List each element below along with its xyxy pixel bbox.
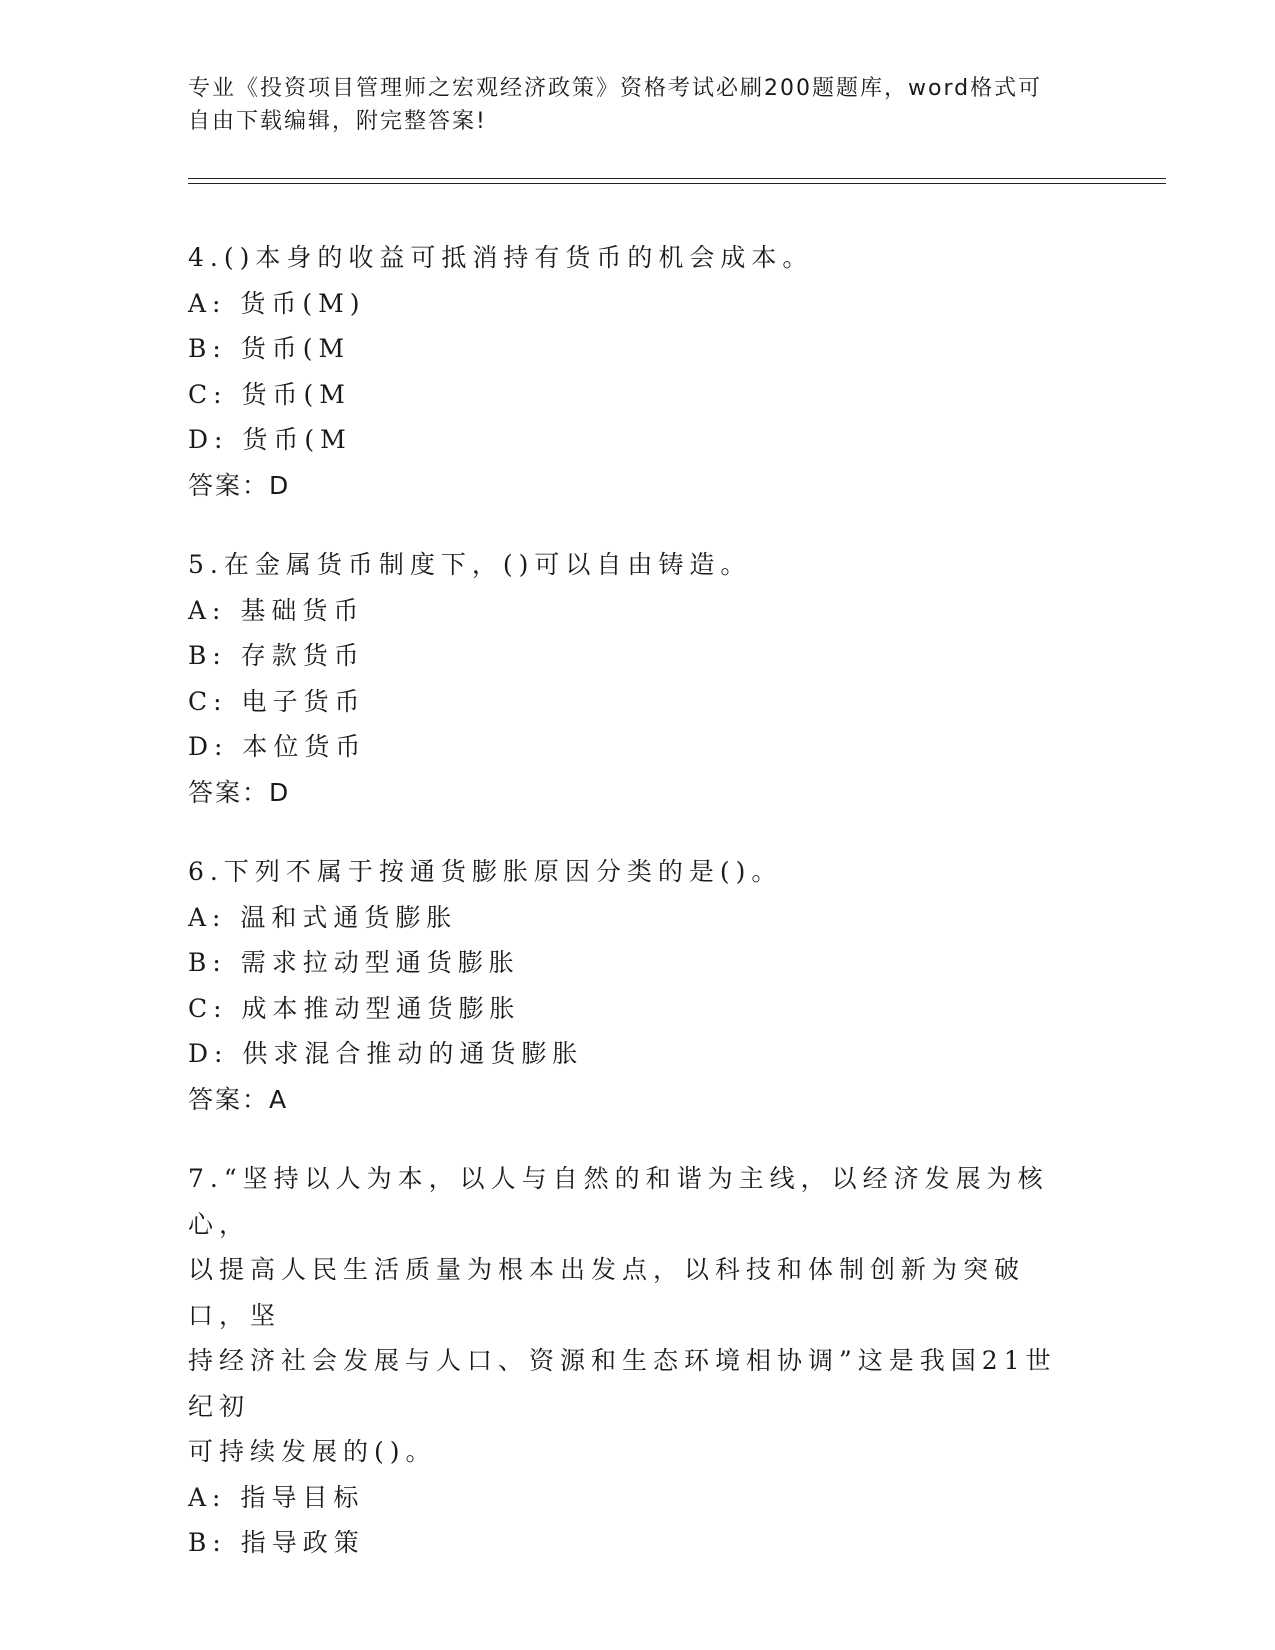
question-stem: 5.在金属货币制度下，()可以自由铸造。 — [188, 550, 752, 579]
option-c: C: 货币(M — [188, 379, 351, 409]
question-stem-line-4: 可持续发展的()。 — [188, 1437, 437, 1466]
question-7 — [188, 1156, 1088, 1566]
option-d: D: 供求混合推动的通货膨胀 — [188, 1039, 584, 1068]
question-stem: 4.()本身的收益可抵消持有货币的机会成本。 — [188, 243, 814, 272]
option-d: D: 货币(M — [188, 425, 352, 454]
question-stem-line-2: 以提高人民生活质量为根本出发点，以科技和体制创新为突破口，坚 — [188, 1255, 1026, 1330]
option-c: C: 电子货币 — [188, 686, 366, 716]
option-a: A: 基础货币 — [188, 595, 365, 625]
option-a: A: 货币(M) — [188, 288, 366, 318]
answer-label: 答案：D — [188, 470, 291, 500]
question-list — [188, 235, 1088, 1600]
option-b: B: 存款货币 — [188, 641, 365, 670]
question-4 — [188, 235, 1088, 508]
answer-label: 答案：D — [188, 777, 291, 807]
option-c: C: 成本推动型通货膨胀 — [188, 993, 521, 1023]
question-stem: 6.下列不属于按通货膨胀原因分类的是()。 — [188, 857, 783, 886]
answer-label: 答案：A — [188, 1084, 289, 1114]
document-header — [188, 72, 1078, 138]
question-5 — [188, 542, 1088, 815]
option-b: B: 需求拉动型通货膨胀 — [188, 948, 520, 977]
question-stem-line-3: 持经济社会发展与人口、资源和生态环境相协调”这是我国21世纪初 — [188, 1346, 1057, 1421]
option-b: B: 货币(M — [188, 334, 351, 363]
option-b: B: 指导政策 — [188, 1528, 365, 1557]
header-line-2: 自由下载编辑，附完整答案! — [188, 109, 487, 134]
option-d: D: 本位货币 — [188, 732, 367, 761]
option-a: A: 指导目标 — [188, 1482, 365, 1512]
header-divider — [188, 178, 1166, 184]
header-line-1: 专业《投资项目管理师之宏观经济政策》资格考试必刷200题题库，word格式可 — [188, 76, 1043, 101]
option-a: A: 温和式通货膨胀 — [188, 902, 458, 932]
question-stem-line-1: 7.“坚持以人为本，以人与自然的和谐为主线，以经济发展为核心， — [188, 1164, 1049, 1239]
question-6 — [188, 849, 1088, 1122]
